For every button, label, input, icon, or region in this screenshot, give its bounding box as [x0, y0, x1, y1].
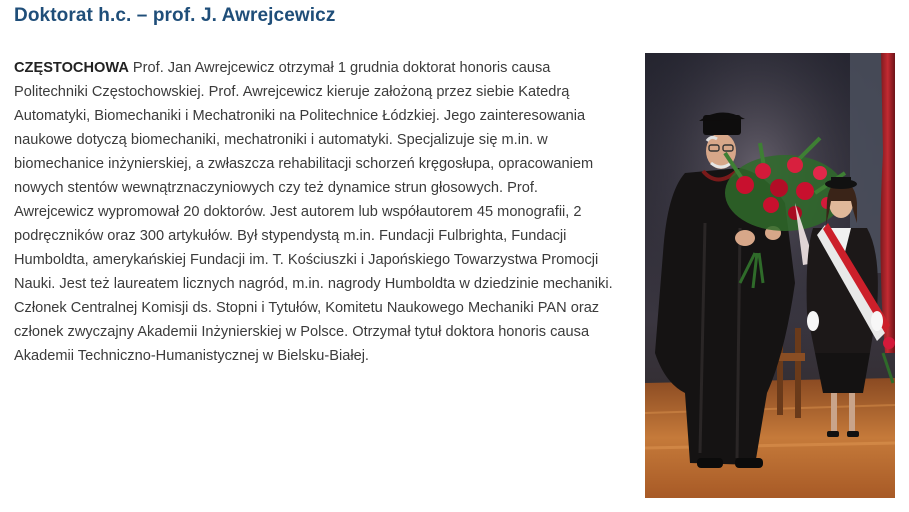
article-title: Doktorat h.c. – prof. J. Awrejcewicz: [14, 5, 336, 26]
stage-floor: [645, 378, 895, 498]
red-curtain: [880, 53, 895, 353]
article-dateline: CZĘSTOCHOWA: [14, 60, 129, 76]
article-photo: [645, 53, 895, 498]
article-text: Prof. Jan Awrejcewicz otrzymał 1 grudnia doktorat honoris causa Politechniki Częstochowskiej. Prof. Awrejcewicz kieruje założoną przez siebie Katedrą Automatyki, Biomechaniki i Mechatroniki na Politechnice Łódzkiej. Jego zainteresowania naukowe dotyczą biomechaniki, mechatroniki i automatyki. Specjalizuje się m.in. w biomechanice inżynierskiej, a zwłaszcza rehabilitacji schorzeń kręgosłupa, opracowaniem nowych stentów wewnątrznaczyniowych czy też dynamice strun głosowych. Prof. Awrejcewicz wypromował 20 doktorów. Jest autorem lub współautorem 45 monografii, 2 podręczników oraz 300 artykułów. Był stypendystą m.in. Fundacji Fulbrighta, Fundacji Humboldta, amerykańskiej Fundacji im. T. Kościuszki i Japońskiego Towarzystwa Promocji Nauki. Jest też laureatem licznych nagród, m.in. nagrody Humboldta w dziedzinie mechaniki. Członek Centralnej Komisji ds. Stopni i Tytułów, Komitetu Naukowego Mechaniki PAN oraz członek zwyczajny Akademii Inżynierskiej w Polsce. Otrzymał tytuł doktora honoris causa Akademii Techniczno-Humanistycznej w Bielsku-Białej.: [14, 60, 613, 364]
ceremony-photo-illustration: [645, 53, 895, 498]
article-body: [14, 56, 618, 368]
